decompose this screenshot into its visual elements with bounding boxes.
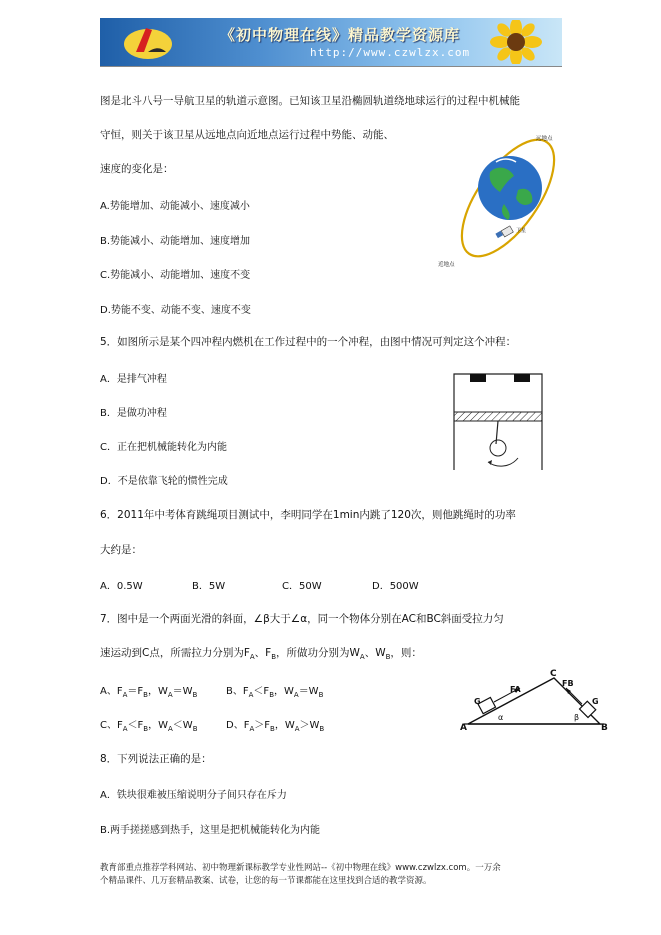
q7-line-2: 速运动到C点，所需拉力分别为$F_A$、$F_B$，所做功分别为$W_A$、$W_B$，则：: [100, 647, 422, 662]
q7-option-b: B、$F_A<F_B$，$W_A=W_B$: [226, 686, 324, 699]
q4-option-b: B.势能减小、动能增加、速度增加: [100, 236, 251, 247]
q8-option-b: B.两手搓搓感到热手，这里是把机械能转化为内能: [100, 825, 321, 836]
q5-option-b: B．是做功冲程: [100, 408, 167, 419]
satellite-orbit-figure: [438, 128, 562, 272]
header-banner: [100, 18, 562, 66]
q6-line-2: 大约是：: [100, 544, 142, 556]
label-angle-beta: β: [574, 713, 580, 722]
label-gravity-right: G: [592, 697, 599, 706]
q6-option-b: B．5W: [192, 581, 226, 592]
piston: [454, 412, 542, 421]
q4-option-a: A.势能增加、动能减小、速度减小: [100, 201, 250, 212]
q7-option-c: C、$F_A<F_B$，$W_A<W_B$: [100, 720, 198, 733]
near-point-label: 近地点: [438, 262, 455, 268]
label-gravity-left: G: [474, 697, 481, 706]
engine-cylinder-figure: [448, 372, 548, 470]
q6-option-c: C．50W: [282, 581, 322, 592]
incline-figure: [458, 666, 610, 732]
header-rule: [100, 66, 562, 67]
q4-option-d: D.势能不变、动能不变、速度不变: [100, 305, 251, 316]
footer-line-2: 个精品课件、几万套精品教案、试卷，让您的每一节课都能在这里找到合适的教学资源。: [100, 876, 432, 886]
satellite-icon: [495, 226, 513, 238]
q8-option-a: A．铁块很难被压缩说明分子间只存在斥力: [100, 790, 287, 801]
footer-line-1: 教育部重点推荐学科网站、初中物理新课标教学专业性网站--《初中物理在线》www.czwlzx.com。一万余: [100, 863, 501, 873]
label-force-a: FA: [510, 685, 521, 694]
q4-option-c: C.势能减小、动能增加、速度不变: [100, 270, 251, 281]
sunflower-icon: [476, 20, 556, 64]
q6-option-d: D．500W: [372, 581, 419, 592]
q7-option-a: A、$F_A=F_B$，$W_A=W_B$: [100, 686, 198, 699]
crank-wheel: [490, 440, 506, 456]
intake-valve: [470, 374, 486, 382]
exhaust-valve: [514, 374, 530, 382]
site-logo-icon: [122, 22, 174, 62]
q5-option-a: A．是排气冲程: [100, 374, 167, 385]
q4-line-1: 图是北斗八号一导航卫星的轨道示意图。已知该卫星沿椭圆轨道绕地球运行的过程中机械能: [100, 95, 520, 107]
rotation-arrow-icon: [488, 458, 518, 466]
q4-line-2: 守恒，则关于该卫星从远地点向近地点运行过程中势能、动能、: [100, 129, 394, 141]
site-url[interactable]: http://www.czwlzx.com: [310, 46, 471, 59]
label-point-b: B: [601, 723, 608, 732]
page-footer: [100, 862, 562, 888]
q5-option-c: C．正在把机械能转化为内能: [100, 442, 227, 453]
label-force-b: FB: [562, 679, 574, 688]
label-angle-alpha: α: [498, 713, 504, 722]
q7-option-d: D、$F_A>F_B$，$W_A>W_B$: [226, 720, 325, 733]
q4-line-3: 速度的变化是：: [100, 163, 174, 175]
q5-option-d: D．不是依靠飞轮的惯性完成: [100, 476, 228, 487]
q5-stem: 5．如图所示是某个四冲程内燃机在工作过程中的一个冲程，由图中情况可判定这个冲程：: [100, 336, 517, 348]
q6-option-a: A．0.5W: [100, 581, 143, 592]
q6-line-1: 6．2011年中考体育跳绳项目测试中，李明同学在1min内跳了120次，则他跳绳时的功率: [100, 509, 516, 521]
label-point-c: C: [550, 669, 557, 679]
q8-stem: 8．下列说法正确的是：: [100, 753, 212, 765]
q7-line-1: 7．图中是一个两面光滑的斜面，∠β大于∠α，同一个物体分别在AC和BC斜面受拉力匀: [100, 613, 504, 625]
earth-globe: [478, 156, 542, 220]
satellite-label: 卫星: [516, 228, 527, 234]
site-title: 《初中物理在线》精品教学资源库: [220, 26, 461, 44]
label-point-a: A: [460, 723, 467, 732]
far-point-label: 远地点: [536, 136, 553, 142]
